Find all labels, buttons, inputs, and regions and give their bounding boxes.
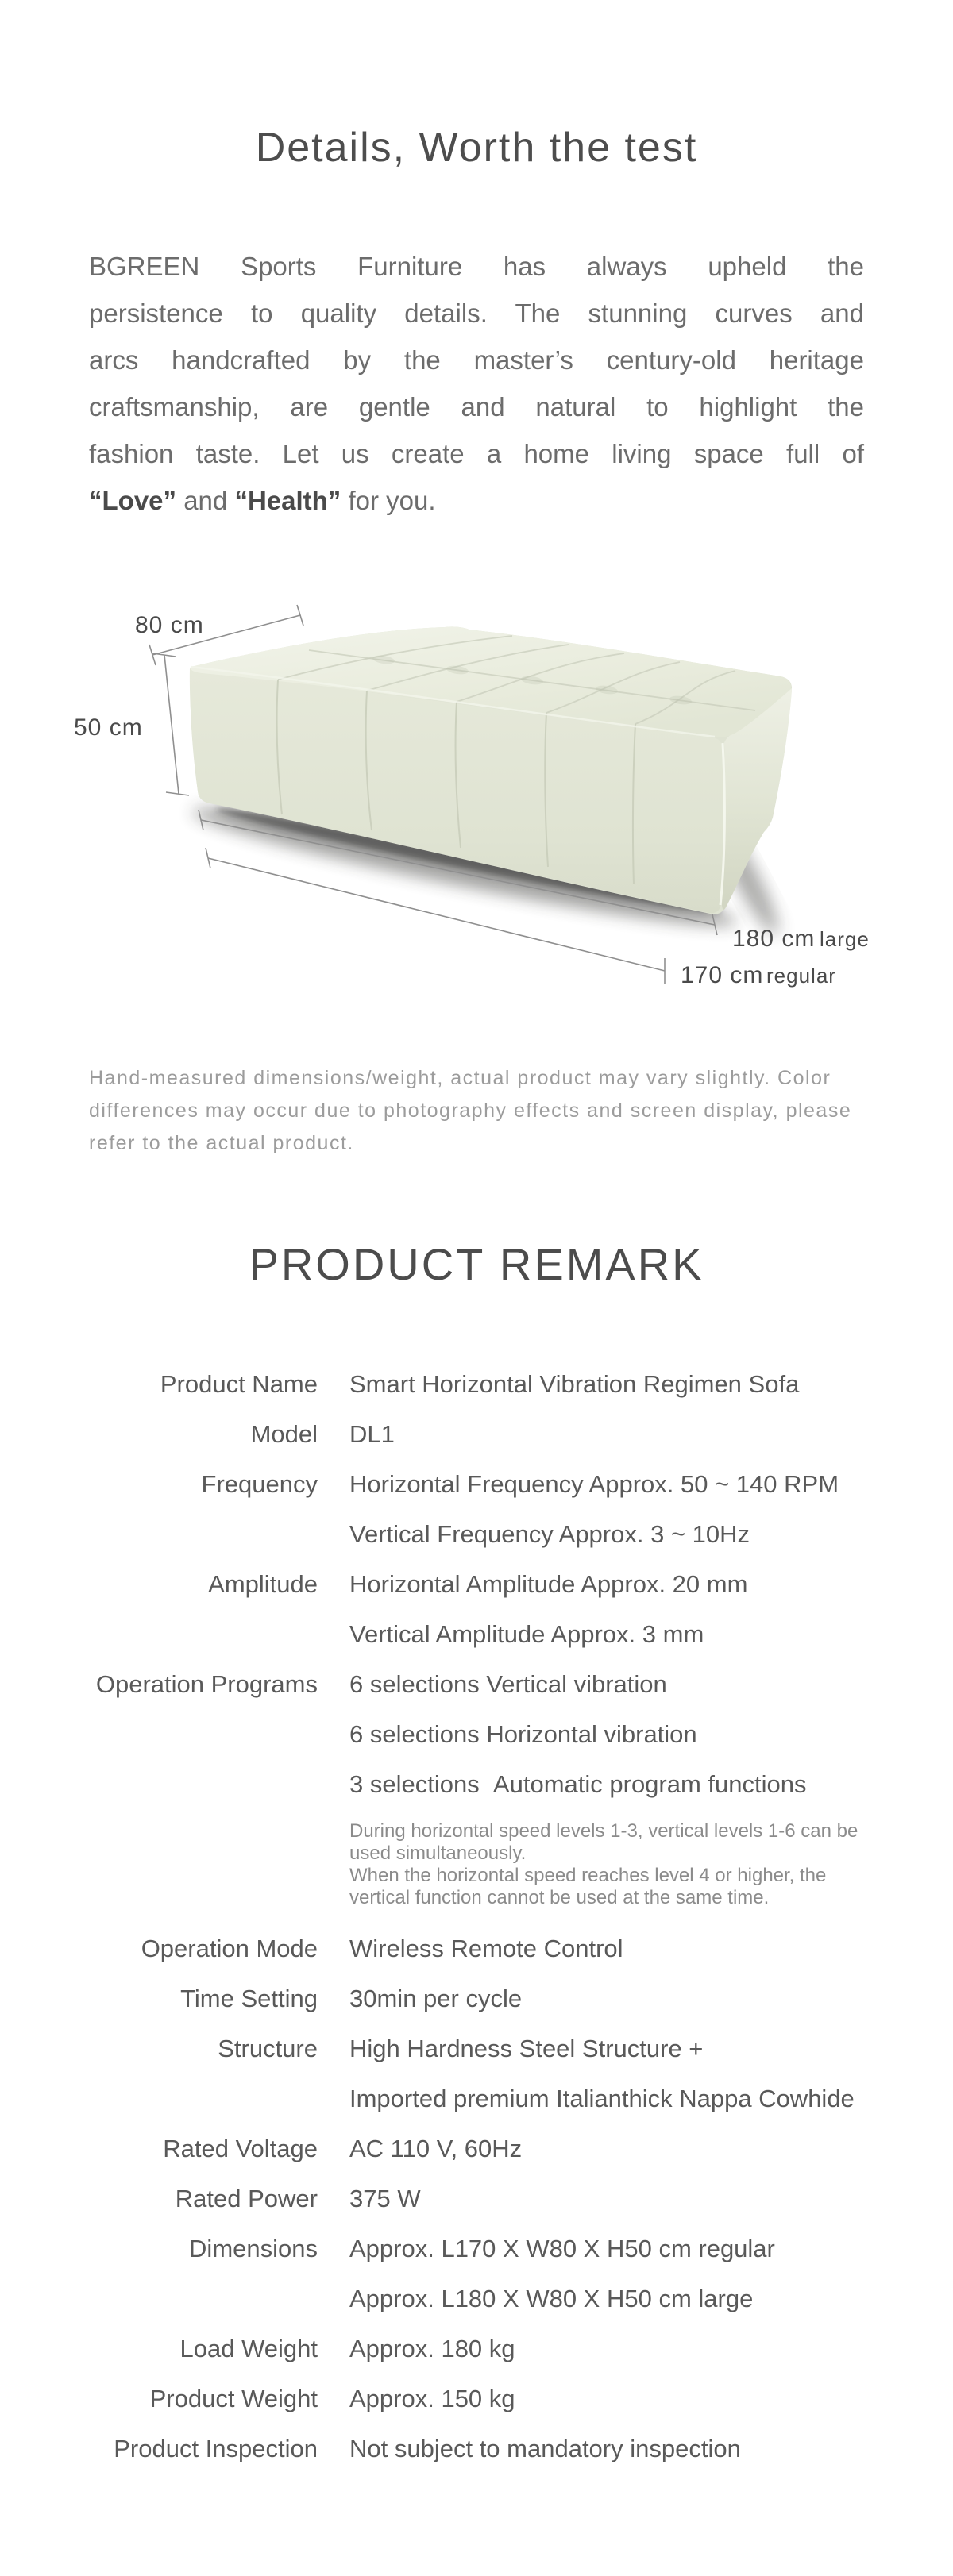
bench-illustration-svg [0, 587, 953, 1032]
spec-value: Smart Horizontal Vibration Regimen Sofa [349, 1369, 800, 1398]
intro-love: “Love” [89, 486, 177, 515]
disclaimer-text: Hand-measured dimensions/weight, actual product may vary slightly. Color differences may occur due to photography effects and screen display, please refer to the actual product. [89, 1067, 852, 1154]
dim-height-label: 50 cm [74, 714, 143, 741]
spec-label: Load Weight [179, 2334, 318, 2362]
spec-label: Frequency [201, 1469, 318, 1498]
intro-line: BGREEN Sports Furniture has always upheld the [89, 252, 864, 281]
intro-last-line [89, 477, 864, 524]
intro-line: arcs handcrafted by the master’s century-old heritage [89, 345, 864, 375]
intro-line: persistence to quality details. The stunning curves and [89, 298, 864, 328]
intro-tail: for you. [341, 486, 436, 515]
dim-height-line [152, 653, 189, 795]
spec-row [0, 2374, 953, 2424]
spec-value: High Hardness Steel Structure + [349, 2034, 704, 2062]
spec-row [0, 2174, 953, 2224]
spec-row [0, 2424, 953, 2474]
spec-row [0, 2274, 953, 2324]
spec-note-row [0, 1820, 953, 1909]
spec-value: Imported premium Italianthick Nappa Cowhide [349, 2084, 855, 2112]
spec-row [0, 2023, 953, 2074]
spec-row [0, 1459, 953, 1509]
spec-label: Product Name [160, 1369, 318, 1398]
intro-line: fashion taste. Let us create a home living space full of [89, 439, 864, 468]
spec-label: Product Weight [149, 2384, 318, 2412]
spec-row [0, 1359, 953, 1409]
spec-value: 375 W [349, 2184, 421, 2212]
intro-paragraph [89, 243, 864, 524]
spec-value: 6 selections Vertical vibration [349, 1669, 667, 1698]
intro-line: craftsmanship, are gentle and natural to highlight the [89, 392, 864, 422]
spec-row [0, 2124, 953, 2174]
spec-table [0, 1359, 953, 2474]
product-figure [0, 587, 953, 1032]
spec-note-line: During horizontal speed levels 1-3, vertical levels 1-6 can be used simultaneously. [349, 1820, 858, 1864]
spec-value: Approx. 180 kg [349, 2334, 515, 2362]
spec-value: Approx. L170 X W80 X H50 cm regular [349, 2234, 775, 2262]
spec-label: Operation Programs [95, 1669, 318, 1698]
spec-value: Vertical Amplitude Approx. 3 mm [349, 1619, 704, 1648]
spec-value: AC 110 V, 60Hz [349, 2134, 523, 2162]
spec-label: Operation Mode [141, 1934, 318, 1962]
spec-label: Product Inspection [114, 2434, 318, 2462]
spec-value: Horizontal Frequency Approx. 50 ~ 140 RPM [349, 1469, 839, 1498]
dim-length-large-suffix: large [820, 927, 870, 951]
dim-length-regular-suffix: regular [766, 964, 836, 988]
spec-row [0, 2224, 953, 2274]
spec-value: Approx. L180 X W80 X H50 cm large [349, 2284, 754, 2312]
spec-row [0, 2324, 953, 2374]
spec-label: Time Setting [180, 1984, 318, 2012]
spec-row [0, 1509, 953, 1559]
remark-heading: PRODUCT REMARK [249, 1239, 704, 1289]
spec-note-line: When the horizontal speed reaches level 4 or higher, the vertical function cannot be used at the same time. [349, 1865, 827, 1908]
spec-row [0, 1973, 953, 2023]
intro-and: and [176, 486, 235, 515]
page-title: Details, Worth the test [255, 125, 698, 171]
spec-row [0, 1709, 953, 1759]
spec-row [0, 2074, 953, 2124]
spec-label: Amplitude [208, 1569, 318, 1598]
spec-row [0, 1609, 953, 1659]
spec-row [0, 1409, 953, 1459]
spec-value: 3 selections Automatic program functions [349, 1769, 807, 1798]
spec-label: Rated Voltage [163, 2134, 318, 2162]
spec-value: Vertical Frequency Approx. 3 ~ 10Hz [349, 1519, 750, 1548]
spec-label: Model [250, 1419, 318, 1448]
spec-value: Horizontal Amplitude Approx. 20 mm [349, 1569, 748, 1598]
spec-value: 6 selections Horizontal vibration [349, 1719, 697, 1748]
spec-row [0, 1559, 953, 1609]
dim-length-regular-label: 170 cm [681, 962, 764, 988]
spec-value: Not subject to mandatory inspection [349, 2434, 741, 2462]
spec-label: Structure [218, 2034, 318, 2062]
spec-label: Dimensions [189, 2234, 318, 2262]
spec-row [0, 1659, 953, 1709]
spec-value: Wireless Remote Control [349, 1934, 623, 1962]
spec-value: Approx. 150 kg [349, 2384, 515, 2412]
spec-value: 30min per cycle [349, 1984, 523, 2012]
dim-length-large-label: 180 cm [732, 926, 816, 952]
spec-row [0, 1923, 953, 1973]
spec-value: DL1 [349, 1419, 395, 1448]
dim-depth-label: 80 cm [135, 612, 204, 638]
intro-health: “Health” [234, 486, 341, 515]
intro-lines [89, 243, 864, 477]
spec-row [0, 1759, 953, 1809]
spec-note [349, 1820, 870, 1909]
spec-label: Rated Power [175, 2184, 318, 2212]
